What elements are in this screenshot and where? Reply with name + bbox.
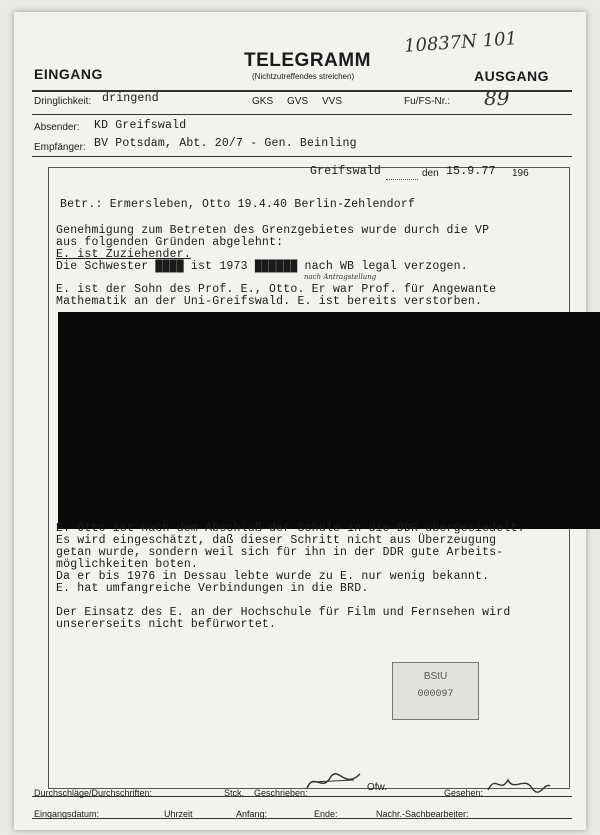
date-place: Greifswald: [310, 165, 382, 178]
class-vvs: VVS: [322, 96, 343, 107]
absender-value: KD Greifswald: [94, 119, 187, 132]
body-line: Es wird eingeschätzt, daß dieser Schritt nicht aus Überzeugung: [56, 534, 497, 547]
body-line: Der Einsatz des E. an der Hochschule für Film und Fernsehen wird: [56, 606, 511, 619]
body-line: aus folgenden Gründen abgelehnt:: [56, 236, 284, 249]
subject-line: Betr.: Ermersleben, Otto 19.4.40 Berlin-Zehlendorf: [60, 198, 416, 211]
ausgang-label: AUSGANG: [474, 68, 550, 84]
date-value: 15.9.77: [446, 165, 496, 178]
signature-geschrieben: [304, 768, 364, 796]
fields-rule: [32, 114, 572, 115]
stamp-label: BStU: [423, 671, 448, 682]
empfaenger-value: BV Potsdam, Abt. 20/7 - Gen. Beinling: [94, 137, 357, 150]
telegram-title: TELEGRAMM: [244, 50, 371, 71]
empfaenger-label: Empfänger:: [34, 142, 86, 153]
bstu-stamp: [392, 662, 479, 720]
durchschlaege-label: Durchschläge/Durchschriften:: [34, 788, 153, 798]
gesehen-label: Gesehen:: [444, 788, 484, 798]
body-line: E. Otto ist nach dem Abschluß der Schule in die DDR übergesiedelt.: [56, 522, 525, 535]
ende-label: Ende:: [314, 809, 338, 819]
class-gvs: GVS: [287, 96, 309, 107]
anfang-label: Anfang:: [236, 809, 268, 819]
handwritten-annotation: nach Antragstellung: [304, 273, 377, 281]
handwritten-reference: 10837N 101: [403, 28, 518, 57]
body-line: Mathematik an der Uni-Greifswald. E. ist bereits verstorben.: [56, 295, 483, 308]
body-line: möglichkeiten boten.: [56, 558, 199, 571]
body-line: unsererseits nicht befürwortet.: [56, 618, 277, 631]
redaction-block: [58, 312, 600, 529]
body-line: E. hat umfangreiche Verbindungen in die BRD.: [56, 582, 369, 595]
eingang-label: EINGANG: [34, 66, 103, 82]
stamp-number: 000097: [417, 689, 454, 700]
eingangsdatum-label: Eingangsdatum:: [34, 809, 100, 819]
dringlichkeit-value: dringend: [102, 92, 159, 105]
date-dots: [386, 179, 418, 180]
telegram-page: [14, 12, 586, 830]
dringlichkeit-label: Dringlichkeit:: [34, 96, 92, 107]
body-line: E. ist der Sohn des Prof. E., Otto. Er war Prof. für Angewante: [56, 283, 497, 296]
body-line: Die Schwester ████ ist 1973 ██████ nach WB legal verzogen.: [56, 260, 468, 273]
signature-gesehen: [484, 772, 554, 798]
fu-value: 89: [484, 86, 510, 110]
uhrzeit-label: Uhrzeit: [164, 809, 193, 819]
date-den: den: [422, 168, 439, 179]
body-line: getan wurde, sondern weil sich für ihn in der DDR gute Arbeits-: [56, 546, 504, 559]
class-gks: GKS: [252, 96, 274, 107]
geschrieben-label: Geschrieben:: [254, 788, 308, 798]
address-rule: [32, 156, 572, 157]
fu-label: Fu/FS-Nr.:: [404, 96, 451, 107]
absender-label: Absender:: [34, 122, 80, 133]
footer-rule-2: [32, 818, 572, 819]
body-line: Genehmigung zum Betreten des Grenzgebietes wurde durch die VP: [56, 224, 490, 237]
ofw-label: Ofw.: [367, 782, 388, 793]
body-line: Da er bis 1976 in Dessau lebte wurde zu E. nur wenig bekannt.: [56, 570, 490, 583]
stck-label: Stck.: [224, 788, 245, 798]
telegram-subtitle: (Nichtzutreffendes streichen): [252, 72, 355, 81]
nachr-label: Nachr.-Sachbearbeiter:: [376, 809, 469, 819]
date-year-prefix: 196: [512, 168, 529, 179]
body-line: E. ist Zuziehender.: [56, 248, 191, 261]
